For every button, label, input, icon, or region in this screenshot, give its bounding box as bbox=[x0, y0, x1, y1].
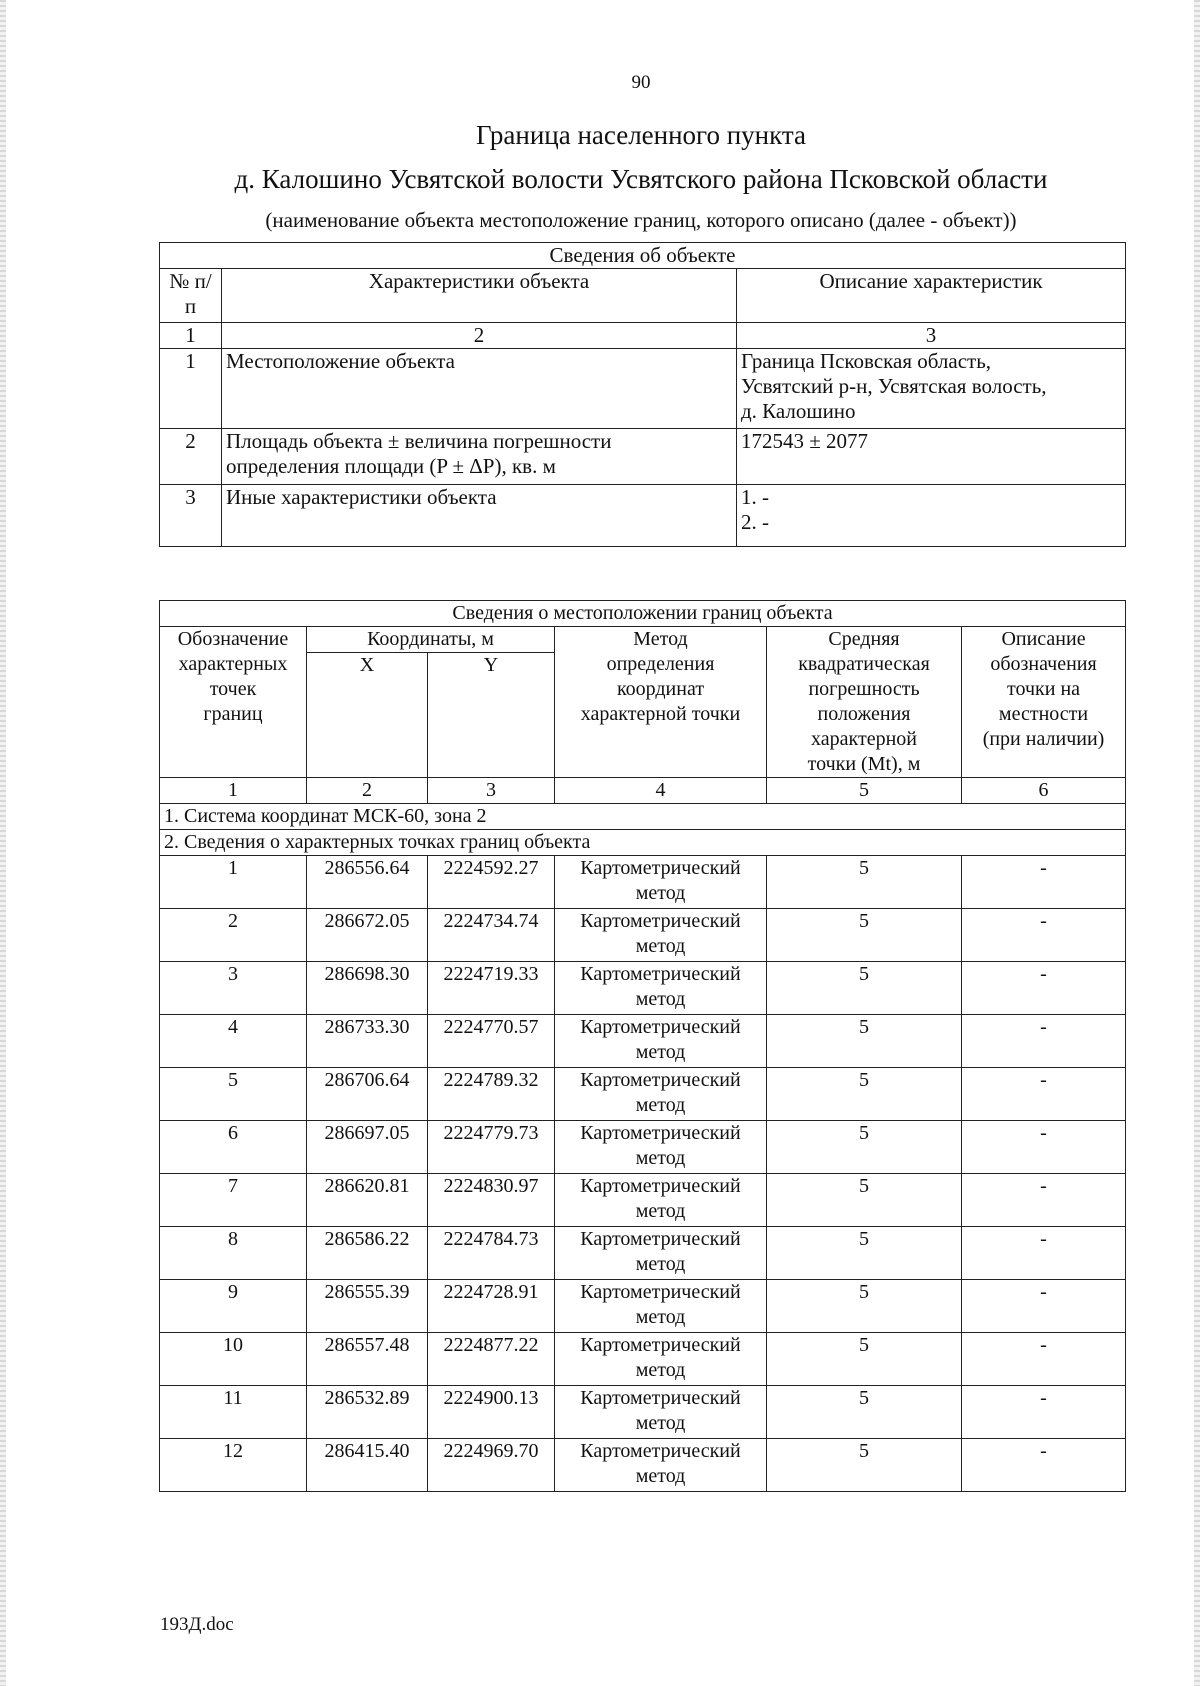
method-line: метод bbox=[635, 935, 686, 957]
header-line: местности bbox=[998, 703, 1089, 725]
method-line: метод bbox=[635, 1041, 686, 1063]
header-line: Средняя bbox=[828, 628, 900, 650]
coord-x: 286733.30 bbox=[307, 1015, 428, 1068]
description-line: Усвятский р-н, Усвятская волость, bbox=[741, 374, 1047, 398]
header-x: X bbox=[307, 653, 428, 778]
characteristic-cell: Иные характеристики объекта bbox=[222, 485, 737, 547]
coord-x: 286697.05 bbox=[307, 1121, 428, 1174]
header-line: погрешность bbox=[808, 678, 920, 700]
numbering-cell: 1 bbox=[160, 323, 222, 349]
method-line: Картометрический bbox=[580, 857, 741, 879]
method-line: Картометрический bbox=[580, 1122, 741, 1144]
coord-y: 2224719.33 bbox=[428, 962, 555, 1015]
method-line: метод bbox=[635, 1465, 686, 1487]
point-number: 4 bbox=[160, 1015, 307, 1068]
characteristic-line: Площадь объекта ± величина погрешности bbox=[226, 429, 612, 453]
boundary-points-table bbox=[159, 600, 1126, 1492]
characteristic-cell: Местоположение объекта bbox=[222, 349, 737, 429]
scan-edge-left bbox=[0, 0, 6, 1686]
header-error bbox=[767, 627, 962, 778]
method-line: Картометрический bbox=[580, 910, 741, 932]
point-description: - bbox=[962, 1174, 1126, 1227]
header-line: Описание bbox=[1001, 628, 1086, 650]
method-line: метод bbox=[635, 1359, 686, 1381]
numbering-cell: 1 bbox=[160, 778, 307, 804]
header-line: характерной точки bbox=[580, 703, 741, 725]
table-row bbox=[160, 1015, 1126, 1068]
method-line: Картометрический bbox=[580, 1069, 741, 1091]
header-line: определения bbox=[606, 653, 715, 675]
error-value: 5 bbox=[767, 1068, 962, 1121]
point-description: - bbox=[962, 1227, 1126, 1280]
coord-y: 2224770.57 bbox=[428, 1015, 555, 1068]
method-line: метод bbox=[635, 1094, 686, 1116]
header-line: обозначения bbox=[990, 653, 1097, 675]
object-table-caption: Сведения об объекте bbox=[160, 243, 1126, 269]
numbering-cell: 4 bbox=[555, 778, 767, 804]
error-value: 5 bbox=[767, 1280, 962, 1333]
point-number: 1 bbox=[160, 856, 307, 909]
table-row bbox=[160, 1280, 1126, 1333]
method-line: Картометрический bbox=[580, 963, 741, 985]
method-cell bbox=[555, 909, 767, 962]
document-title-note: (наименование объекта местоположение границ, которого описано (далее - объект)) bbox=[265, 208, 1017, 232]
file-name: 193Д.doc bbox=[160, 1614, 234, 1635]
point-description: - bbox=[962, 1015, 1126, 1068]
method-cell bbox=[555, 1068, 767, 1121]
scan-edge-right bbox=[1194, 0, 1200, 1686]
header-description: Описание характеристик bbox=[737, 269, 1126, 323]
characteristic-line: определения площади (P ± ΔP), кв. м bbox=[226, 454, 556, 478]
table-row bbox=[160, 1439, 1126, 1492]
table-row bbox=[160, 856, 1126, 909]
coord-x: 286672.05 bbox=[307, 909, 428, 962]
description-line: Граница Псковская область, bbox=[741, 349, 992, 373]
point-description: - bbox=[962, 1333, 1126, 1386]
point-number: 2 bbox=[160, 909, 307, 962]
point-number: 9 bbox=[160, 1280, 307, 1333]
method-cell bbox=[555, 1439, 767, 1492]
header-line: положения bbox=[817, 703, 911, 725]
coord-y: 2224784.73 bbox=[428, 1227, 555, 1280]
numbering-cell: 3 bbox=[737, 323, 1126, 349]
header-number: № п/п bbox=[160, 269, 222, 323]
method-line: метод bbox=[635, 1412, 686, 1434]
method-line: Картометрический bbox=[580, 1016, 741, 1038]
method-line: Картометрический bbox=[580, 1440, 741, 1462]
table-row bbox=[160, 909, 1126, 962]
method-cell bbox=[555, 1386, 767, 1439]
row-number: 3 bbox=[160, 485, 222, 547]
method-line: метод bbox=[635, 988, 686, 1010]
coord-x: 286620.81 bbox=[307, 1174, 428, 1227]
header-line: координат bbox=[616, 678, 705, 700]
page-number: 90 bbox=[631, 72, 651, 93]
point-description: - bbox=[962, 1386, 1126, 1439]
numbering-cell: 2 bbox=[307, 778, 428, 804]
table-row bbox=[160, 1227, 1126, 1280]
error-value: 5 bbox=[767, 1174, 962, 1227]
boundary-table-caption: Сведения о местоположении границ объекта bbox=[160, 601, 1126, 627]
section-boundary-points: 2. Сведения о характерных точках границ объекта bbox=[160, 830, 1126, 856]
error-value: 5 bbox=[767, 1227, 962, 1280]
header-line: Обозначение bbox=[177, 628, 289, 650]
numbering-cell: 6 bbox=[962, 778, 1126, 804]
description-line: д. Калошино bbox=[741, 399, 856, 423]
characteristic-cell bbox=[222, 429, 737, 485]
error-value: 5 bbox=[767, 856, 962, 909]
coord-x: 286415.40 bbox=[307, 1439, 428, 1492]
table-row bbox=[160, 1386, 1126, 1439]
coord-x: 286556.64 bbox=[307, 856, 428, 909]
coord-x: 286555.39 bbox=[307, 1280, 428, 1333]
header-line: характерных bbox=[178, 653, 288, 675]
numbering-cell: 3 bbox=[428, 778, 555, 804]
method-cell bbox=[555, 1015, 767, 1068]
method-line: Картометрический bbox=[580, 1175, 741, 1197]
point-number: 3 bbox=[160, 962, 307, 1015]
table-row bbox=[160, 1068, 1126, 1121]
description-line: 1. - bbox=[741, 485, 769, 509]
coord-y: 2224728.91 bbox=[428, 1280, 555, 1333]
header-line: точек bbox=[209, 678, 257, 700]
method-line: метод bbox=[635, 1253, 686, 1275]
error-value: 5 bbox=[767, 1386, 962, 1439]
error-value: 5 bbox=[767, 1015, 962, 1068]
method-line: Картометрический bbox=[580, 1228, 741, 1250]
method-line: Картометрический bbox=[580, 1281, 741, 1303]
coord-y: 2224830.97 bbox=[428, 1174, 555, 1227]
method-line: Картометрический bbox=[580, 1334, 741, 1356]
coord-y: 2224734.74 bbox=[428, 909, 555, 962]
numbering-cell: 2 bbox=[222, 323, 737, 349]
description-cell bbox=[737, 349, 1126, 429]
header-line: характерной bbox=[811, 728, 917, 750]
coord-x: 286706.64 bbox=[307, 1068, 428, 1121]
coord-y: 2224969.70 bbox=[428, 1439, 555, 1492]
header-line: границ bbox=[203, 703, 263, 725]
point-description: - bbox=[962, 1439, 1126, 1492]
error-value: 5 bbox=[767, 1439, 962, 1492]
numbering-cell: 5 bbox=[767, 778, 962, 804]
coord-y: 2224779.73 bbox=[428, 1121, 555, 1174]
object-info-table bbox=[159, 242, 1126, 547]
table-row bbox=[160, 1121, 1126, 1174]
point-description: - bbox=[962, 1280, 1126, 1333]
document-subtitle: д. Калошино Усвятской волости Усвятского района Псковской области bbox=[234, 164, 1048, 194]
table-row bbox=[160, 962, 1126, 1015]
method-cell bbox=[555, 1174, 767, 1227]
point-number: 11 bbox=[160, 1386, 307, 1439]
coord-x: 286557.48 bbox=[307, 1333, 428, 1386]
point-description: - bbox=[962, 856, 1126, 909]
coord-y: 2224877.22 bbox=[428, 1333, 555, 1386]
error-value: 5 bbox=[767, 1121, 962, 1174]
coord-y: 2224592.27 bbox=[428, 856, 555, 909]
section-coordinate-system: 1. Система координат МСК-60, зона 2 bbox=[160, 804, 1126, 830]
point-description: - bbox=[962, 909, 1126, 962]
method-line: метод bbox=[635, 1147, 686, 1169]
document-title: Граница населенного пункта bbox=[476, 120, 806, 150]
point-description: - bbox=[962, 1121, 1126, 1174]
row-number: 2 bbox=[160, 429, 222, 485]
header-designation bbox=[160, 627, 307, 778]
point-number: 6 bbox=[160, 1121, 307, 1174]
coord-x: 286586.22 bbox=[307, 1227, 428, 1280]
header-coordinates: Координаты, м bbox=[307, 627, 555, 653]
point-description: - bbox=[962, 1068, 1126, 1121]
method-line: метод bbox=[635, 882, 686, 904]
point-description: - bbox=[962, 962, 1126, 1015]
method-cell bbox=[555, 856, 767, 909]
header-method bbox=[555, 627, 767, 778]
header-characteristic: Характеристики объекта bbox=[222, 269, 737, 323]
method-cell bbox=[555, 1227, 767, 1280]
description-cell bbox=[737, 485, 1126, 547]
method-cell bbox=[555, 1333, 767, 1386]
method-cell bbox=[555, 962, 767, 1015]
error-value: 5 bbox=[767, 1333, 962, 1386]
method-line: Картометрический bbox=[580, 1387, 741, 1409]
point-number: 7 bbox=[160, 1174, 307, 1227]
coord-x: 286698.30 bbox=[307, 962, 428, 1015]
point-number: 12 bbox=[160, 1439, 307, 1492]
description-line: 2. - bbox=[741, 510, 769, 534]
header-line: (при наличии) bbox=[982, 728, 1105, 750]
point-number: 10 bbox=[160, 1333, 307, 1386]
row-number: 1 bbox=[160, 349, 222, 429]
coord-x: 286532.89 bbox=[307, 1386, 428, 1439]
table-row bbox=[160, 1174, 1126, 1227]
description-cell: 172543 ± 2077 bbox=[737, 429, 1126, 485]
method-cell bbox=[555, 1280, 767, 1333]
header-line: квадратическая bbox=[798, 653, 930, 675]
error-value: 5 bbox=[767, 909, 962, 962]
coord-y: 2224900.13 bbox=[428, 1386, 555, 1439]
header-y: Y bbox=[428, 653, 555, 778]
point-number: 8 bbox=[160, 1227, 307, 1280]
error-value: 5 bbox=[767, 962, 962, 1015]
table-row bbox=[160, 1333, 1126, 1386]
method-line: метод bbox=[635, 1200, 686, 1222]
header-line: Метод bbox=[633, 628, 688, 650]
header-line: точки на bbox=[1007, 678, 1081, 700]
points-body bbox=[160, 856, 1126, 1492]
header-line: точки (Mt), м bbox=[807, 753, 921, 775]
coord-y: 2224789.32 bbox=[428, 1068, 555, 1121]
method-line: метод bbox=[635, 1306, 686, 1328]
point-number: 5 bbox=[160, 1068, 307, 1121]
header-point-description bbox=[962, 627, 1126, 778]
method-cell bbox=[555, 1121, 767, 1174]
